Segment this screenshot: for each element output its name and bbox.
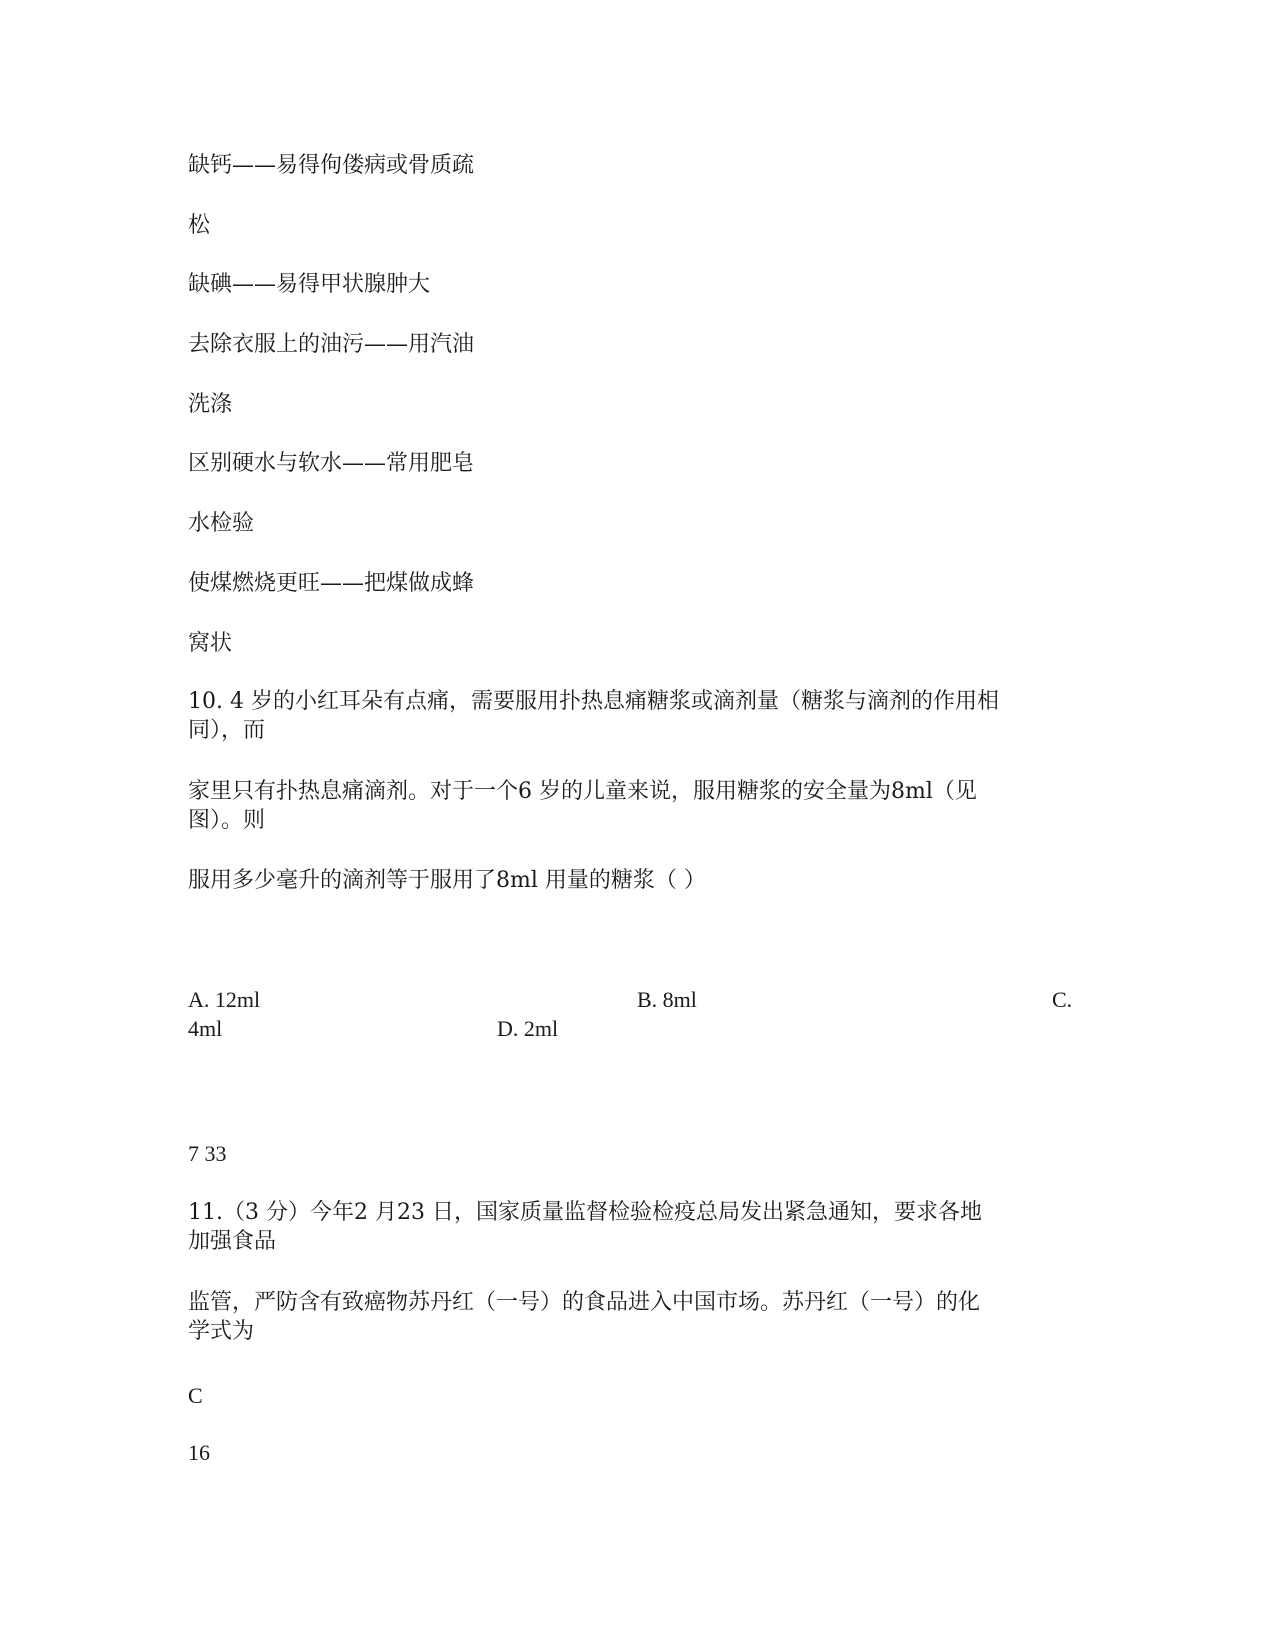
formula-subscript-16: 16 <box>188 1440 210 1465</box>
question-10-line-1: 10. 4 岁的小红耳朵有点痛，需要服用扑热息痛糖浆或滴剂量（糖浆与滴剂的作用相 <box>188 689 999 714</box>
text-line-coal: 使煤燃烧更旺——把煤做成蜂 <box>188 571 475 596</box>
option-d[interactable]: D. 2ml <box>497 1016 559 1041</box>
text-line-hard-water-cont: 水检验 <box>188 511 255 536</box>
text-line-oil-stain: 去除衣服上的油污——用汽油 <box>188 332 475 357</box>
formula-element-c: C <box>188 1383 203 1408</box>
text-line-coal-cont: 窝状 <box>188 631 233 656</box>
option-c-label[interactable]: C. <box>1052 987 1073 1012</box>
option-c-value[interactable]: 4ml <box>188 1016 223 1041</box>
option-a[interactable]: A. 12ml <box>188 987 261 1012</box>
text-line-oil-stain-cont: 洗涤 <box>188 392 233 417</box>
option-b[interactable]: B. 8ml <box>637 987 697 1012</box>
question-10-line-2: 家里只有扑热息痛滴剂。对于一个6 岁的儿童来说，服用糖浆的安全量为8ml（见 <box>188 779 977 804</box>
text-line-hard-water: 区别硬水与软水——常用肥皂 <box>188 451 475 476</box>
question-10-line-2-wrap: 图）。则 <box>188 808 266 833</box>
question-11-line-2-wrap: 学式为 <box>188 1319 255 1344</box>
text-line-calcium-cont: 松 <box>188 213 211 238</box>
question-10-line-1-wrap: 同），而 <box>188 718 266 743</box>
question-11-line-1-wrap: 加强食品 <box>188 1229 277 1254</box>
figure-label: 7 33 <box>188 1141 227 1166</box>
question-11-line-1: 11.（3 分）今年2 月23 日，国家质量监督检验检疫总局发出紧急通知，要求各地 <box>188 1200 982 1225</box>
question-11-line-2: 监管，严防含有致癌物苏丹红（一号）的食品进入中国市场。苏丹红（一号）的化 <box>188 1290 981 1315</box>
question-10-line-3: 服用多少毫升的滴剂等于服用了8ml 用量的糖浆（ ） <box>188 868 706 893</box>
text-line-iodine: 缺碘——易得甲状腺肿大 <box>188 272 431 297</box>
text-line-calcium: 缺钙——易得佝偻病或骨质疏 <box>188 153 475 178</box>
